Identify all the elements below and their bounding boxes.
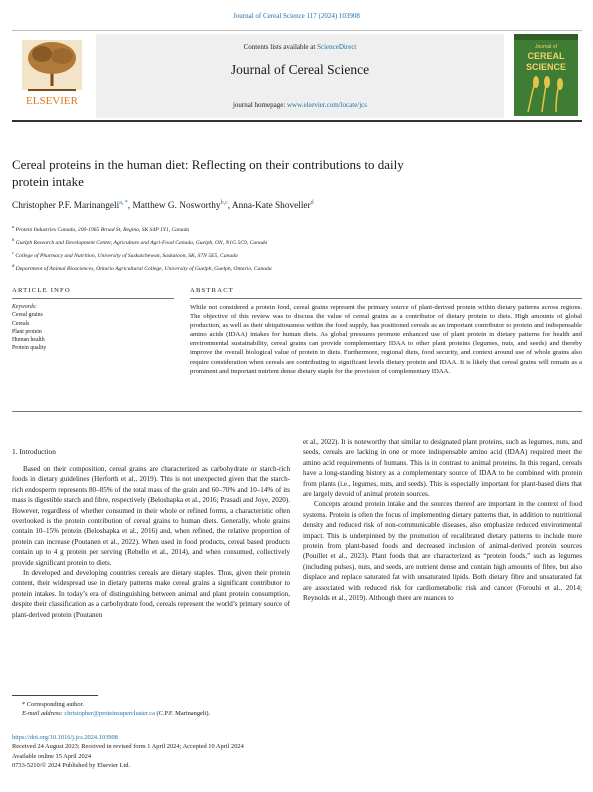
homepage-line [96, 101, 504, 109]
affiliation-text: Guelph Research and Development Center, Agriculture and Agri-Food Canada, Guelph, ON, N1G 5C9, Canada [15, 239, 268, 246]
abstract-header: ABSTRACT [190, 287, 235, 294]
article-info-header: ARTICLE INFO [12, 287, 71, 294]
publication-info [12, 733, 492, 771]
email-link[interactable]: christopher@proteinsupercluster.ca [64, 710, 155, 717]
affiliation-marker: b [12, 237, 15, 243]
author-affiliation-marker[interactable]: b,c [220, 200, 228, 206]
contents-line [96, 43, 504, 51]
author-affiliation-marker[interactable]: a, * [119, 200, 128, 206]
elsevier-tree-icon [14, 36, 90, 110]
keyword: Plant protein [12, 328, 42, 335]
affiliation-text: Department of Animal Biosciences, Ontario Agricultural College, University of Guelph, Guelph, Ontario, Canada [15, 266, 272, 273]
affiliation-text: Protein Industries Canada, 200-1965 Broad St, Regina, SK S4P 1Y1, Canada [15, 226, 190, 233]
affiliation [12, 261, 572, 274]
affiliation-marker: c [12, 250, 14, 256]
journal-reference[interactable]: Journal of Cereal Science 117 (2024) 103908 [233, 12, 360, 20]
keyword: Protein quality [12, 345, 47, 352]
journal-cover-image [514, 34, 578, 116]
email-label: E-mail address: [22, 710, 65, 717]
keyword: Human health [12, 337, 45, 344]
journal-cover[interactable] [514, 34, 578, 116]
keywords-label: Keywords: [12, 304, 37, 310]
footnote-rule [12, 695, 98, 696]
article-info-rule [12, 298, 174, 299]
corresponding-author-note: * Corresponding author. [22, 701, 84, 708]
copyright-line: 0733-5210/© 2024 Published by Elsevier Ltd. [12, 762, 131, 770]
homepage-prefix: journal homepage: [232, 101, 287, 109]
article-title [12, 156, 572, 190]
cover-line-1: Journal of [535, 44, 557, 50]
journal-title: Journal of Cereal Science [230, 62, 370, 77]
author-name[interactable]: Christopher P.F. Marinangeli [12, 201, 120, 212]
abstract-bottom-rule [12, 411, 582, 412]
article-title-line-2: protein intake [12, 174, 84, 189]
available-online-date: Available online 15 April 2024 [12, 752, 92, 760]
abstract-text: While not considered a protein food, cereal grains represent the primary source of plant-derived protein within dietary patterns across regions. The objective of this review was to discuss the value of cereal grains as a contributor of dietary protein to diets. High amounts of global production, as well as their ubiquitousness within the food supply, has positioned cereals as an important contributor to protein and indispensable amino acids (IDAA) intakes for human diets. As global pressures promote enhanced use of plant protein in dietary patterns for health and environmental sustainability, cereal grains can provide complementary IDAA to other plant proteins (legumes, nuts, and seeds) and thereby improve the overall biological value of protein in diets. Furthermore, regional diets, food security, and context around use of whole grains also require consideration when cereals are contributing to significant levels dietary protein and IDAA. It is likely that cereal grains will remain as a prominent and important nutrient dense dietary staple for the provision of complementary IDAA. [190, 304, 582, 375]
body-column-right [303, 437, 582, 604]
affiliation [12, 222, 572, 235]
affiliation-list [12, 222, 572, 274]
body-paragraph: Concepts around protein intake and the sources thereof are important in the context of food systems. Protein is often the focus of implementing dietary patterns that, in addition to nutritional density and reduced risk of non-communicable diseases, also emphasize reduced environmental impact. This is underpinned by the promotion of recalibrated dietary patterns to include more protein from plant-based foods and decreased inclusion of animal-derived protein sources (Pouillet et al., 2023). Plant foods that are characterized as “protein foods,” such as legumes (including pulses), nuts, and seeds, are nutrient dense and contain high amounts of fibre, but also displace and replace saturated fat with unsaturated lipids. Both dietary fibre and unsaturated fat are associated with reduced risk for cardiometabolic risk and cancer (Forouhi et al., 2014; Reynolds et al., 2019). Although there are nuances to [303, 500, 582, 603]
author-affiliation-marker[interactable]: d [310, 200, 314, 206]
affiliation [12, 235, 572, 248]
cover-line-3: SCIENCE [525, 62, 567, 72]
affiliation-marker: a [12, 224, 15, 229]
email-suffix: (C.P.F. Marinangeli). [154, 710, 211, 717]
keyword-list [12, 303, 172, 353]
journal-homepage-link[interactable]: www.elsevier.com/locate/jcs [287, 101, 368, 109]
affiliation [12, 248, 572, 261]
body-paragraph: Based on their composition, cereal grains are characterized as carbohydrate or starch-rich foods in dietary guidelines (Herforth et al., 2019). This is not unexpected given that the starch-rich endosperm represents 80–85% of the total mass of the grain and 60–70% and 10–14% of its mass is digestible starch and fibre, respectively (Beloshapka et al., 2016; Prasadi and Joye, 2020). However, regardless of whether consumed in their whole or refined forms, a characteristic often overlooked is the protein contribution of cereal grains to human diets. Generally, whole grains contain 10–15% protein (Beloshapka et al., 2016) and, when refined, the relative proportion of protein can increase (Poutanen et al., 2022). When used in food products, cereal based products contain up to 4 g protein per serving (Rebello et al., 2014), and when consumed, collectively provide significant protein to diets. [12, 465, 290, 567]
contents-prefix: Contents lists available at [243, 43, 318, 51]
sciencedirect-link[interactable]: ScienceDirect [317, 43, 357, 51]
article-title-line-1: Cereal proteins in the human diet: Reflecting on their contributions to daily [12, 157, 404, 172]
header-top-rule [12, 30, 582, 31]
author-name[interactable]: Matthew G. Nosworthy [132, 201, 221, 212]
elsevier-wordmark: ELSEVIER [26, 95, 78, 107]
abstract-rule [190, 298, 582, 299]
received-dates: Received 24 August 2023; Received in revised form 1 April 2024; Accepted 10 April 2024 [12, 743, 244, 751]
doi-link[interactable]: https://doi.org/10.1016/j.jcs.2024.103908 [12, 734, 118, 741]
section-heading-introduction: 1. Introduction [12, 447, 56, 456]
author-name[interactable]: Anna-Kate Shoveller [231, 201, 311, 212]
affiliation-marker: d [12, 263, 15, 269]
footnotes [22, 700, 502, 718]
keyword: Cereals [12, 320, 30, 327]
affiliation-text: College of Pharmacy and Nutrition, University of Saskatchewan, Saskatoon, SK, S7N 5E5, Canada [15, 252, 238, 259]
body-paragraph: In developed and developing countries cereals are dietary staples. Thus, given their protein content, their widespread use in dietary patterns make cereal grains a significant contributor to protein intakes. In today’s era of distinguishing between animal and plant protein consumption, despite their classification as a carbohydrate food, cereals represent the world’s primary source of plant-derived protein (Poutanen [12, 569, 290, 619]
body-column-left [12, 464, 290, 620]
body-paragraph: et al., 2022). It is noteworthy that similar to designated plant proteins, such as legumes, nuts, and seeds, cereals are lacking in one or more indispensable amino acid (IDAA) required meet the amino acid requirements of humans. This is in contrast to animal proteins. In this regard, cereals have a long-standing history as a complementary source of IDAA to be combined with protein from plants (i.e., legumes, nuts, and seeds). This is especially important for plant-based diets that are largely devoid of animal protein sources. [303, 438, 582, 499]
keyword: Cereal grains [12, 312, 43, 319]
header-bottom-rule [12, 120, 582, 122]
elsevier-logo[interactable] [14, 36, 90, 110]
email-note [22, 709, 502, 718]
cover-line-2: CEREAL [527, 51, 565, 61]
author-list: Christopher P.F. Marinangeli$^{a, *}$, Matthew G. Nosworthy$^{b,c}$, Anna-Kate Shoveller$^d$ [12, 200, 314, 212]
